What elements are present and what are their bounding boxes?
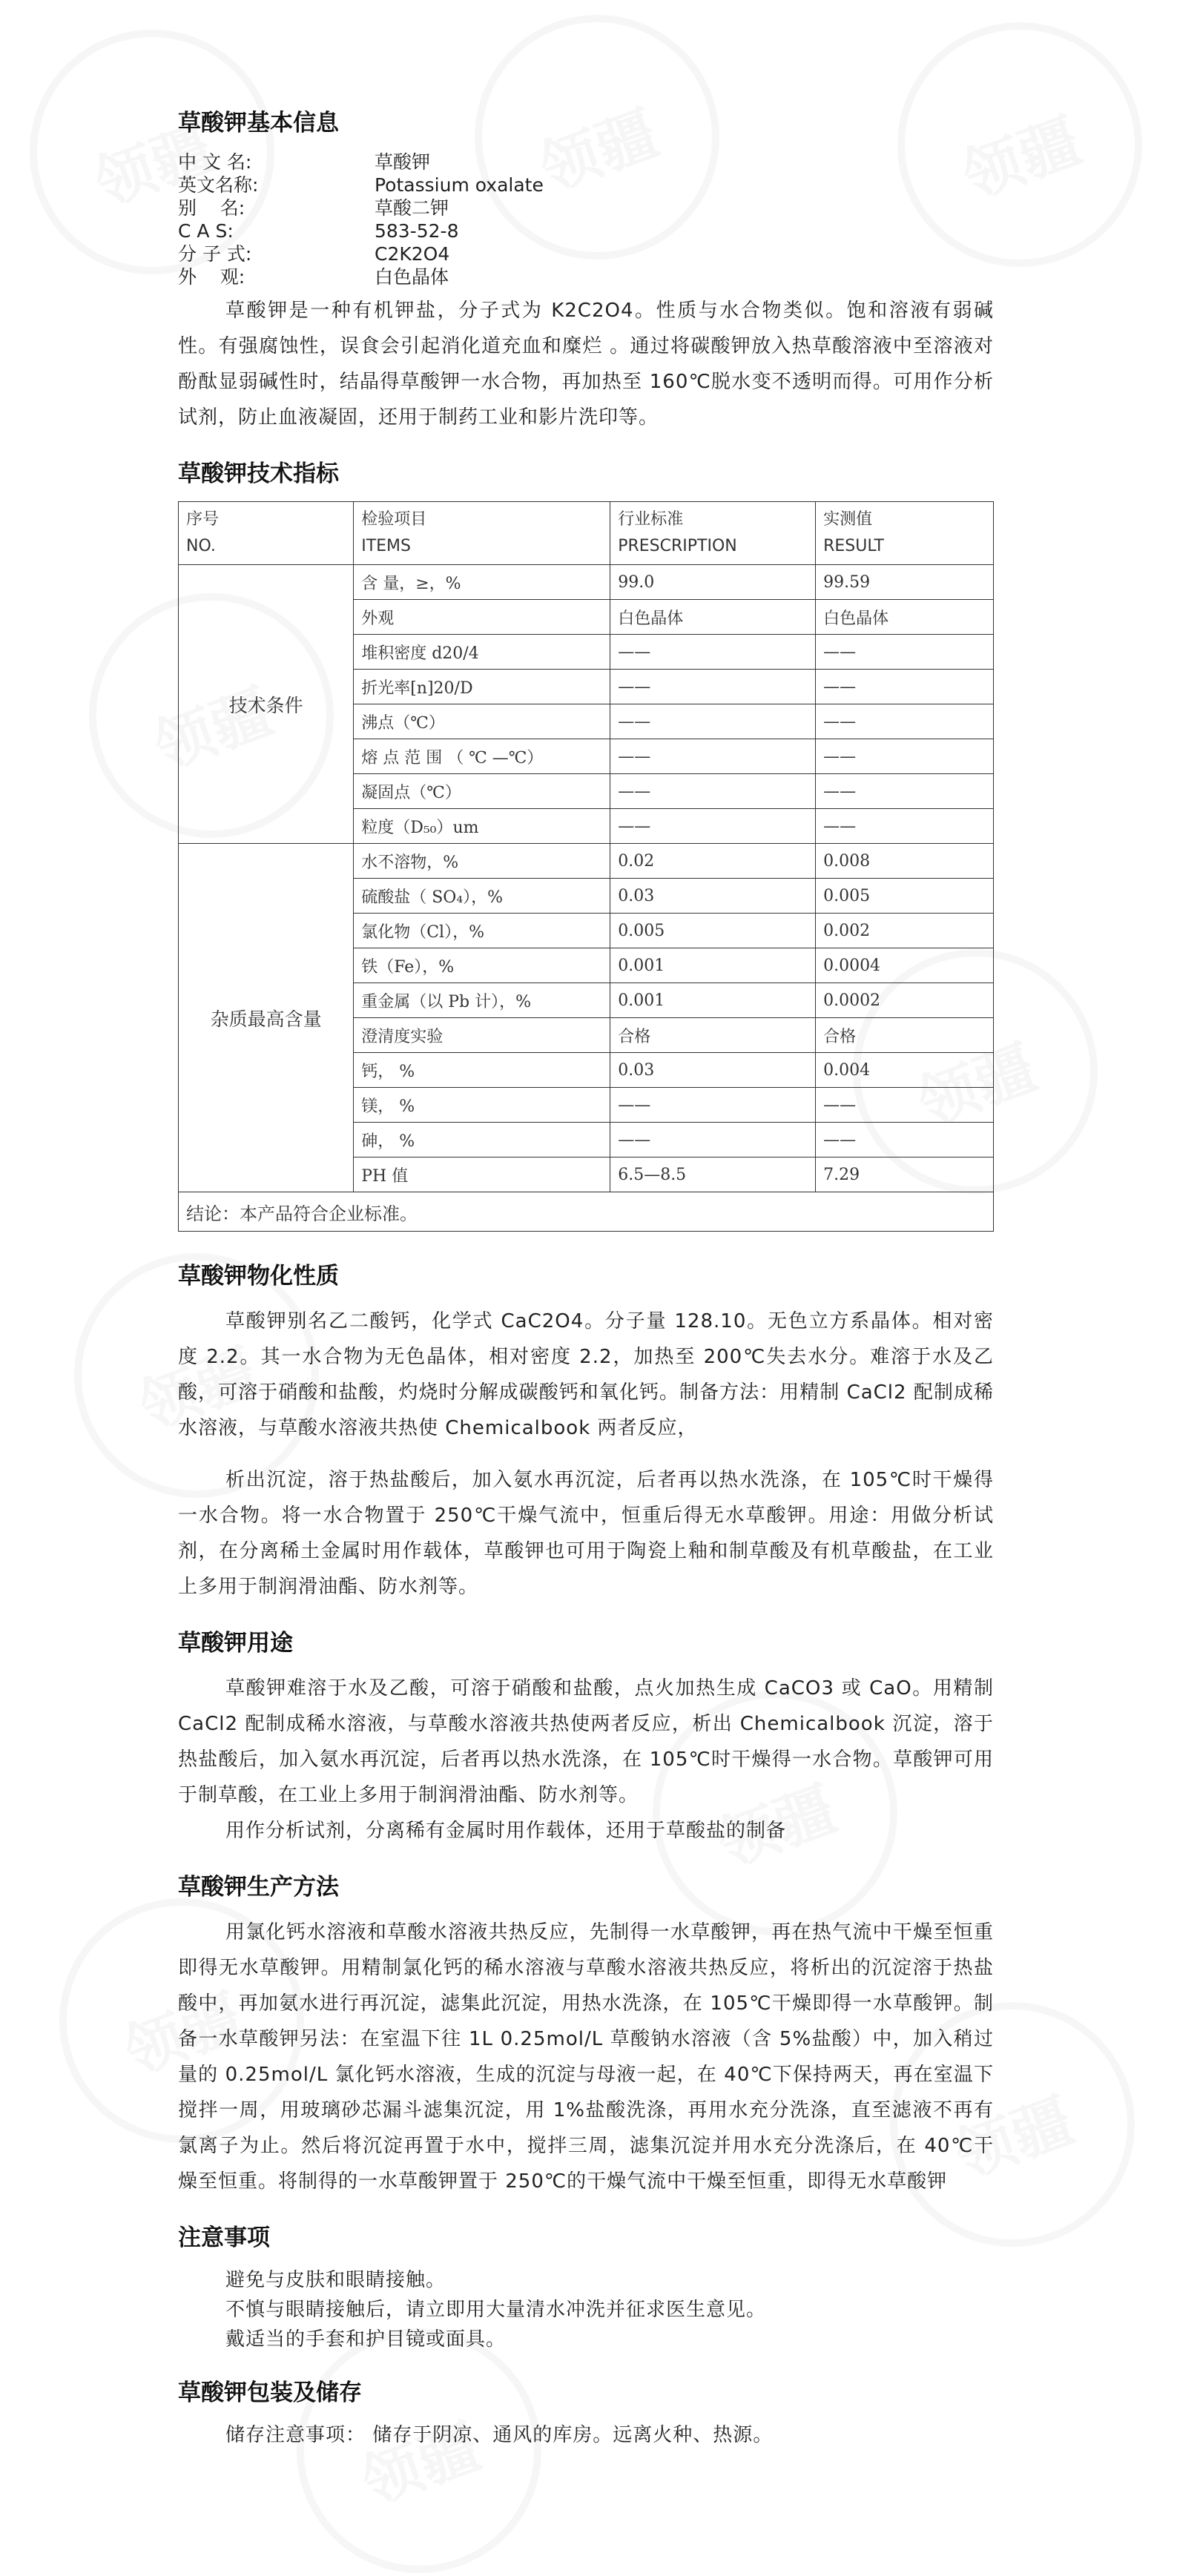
- spec-result: ——: [816, 774, 994, 809]
- spec-item: 熔 点 范 围 （ ℃ —℃）: [354, 739, 610, 774]
- header-result-en: RESULT: [823, 537, 884, 555]
- spec-result: 白色晶体: [816, 600, 994, 635]
- spec-prescription: 合格: [610, 1018, 816, 1053]
- spec-item: 折光率[n]20/D: [354, 670, 610, 704]
- basic-info-list: [178, 151, 994, 288]
- basic-info-key: 分 子 式:: [178, 243, 252, 265]
- header-items-cn: 检验项目: [361, 510, 427, 529]
- spec-item: 堆积密度 d20/4: [354, 635, 610, 670]
- basic-info-value: 白色晶体: [375, 266, 449, 288]
- spec-item: 重金属（以 Pb 计），%: [354, 983, 610, 1018]
- basic-info-key: 英文名称:: [178, 174, 259, 196]
- spec-prescription: 0.005: [610, 914, 816, 948]
- spec-result: 0.0004: [816, 948, 994, 983]
- spec-heading: 草酸钾技术指标: [178, 460, 339, 487]
- spec-table-footer: [179, 1192, 994, 1232]
- spec-result: 99.59: [816, 565, 994, 600]
- group-impurities: [179, 844, 994, 1192]
- spec-result: ——: [816, 1123, 994, 1157]
- spec-prescription: 白色晶体: [610, 600, 816, 635]
- spec-prescription: ——: [610, 704, 816, 739]
- uses-paragraph: 用作分析试剂，分离稀有金属时用作载体，还用于草酸盐的制备: [225, 1820, 787, 1842]
- basic-info-row: [178, 196, 994, 219]
- uses-heading: 草酸钾用途: [178, 1630, 293, 1657]
- spec-table: [178, 501, 994, 1232]
- spec-prescription: ——: [610, 1088, 816, 1123]
- header-no-en: NO.: [186, 537, 216, 555]
- basic-info-key: 外 观:: [178, 266, 245, 288]
- spec-item: 外观: [354, 600, 610, 635]
- header-items-en: ITEMS: [361, 537, 411, 555]
- basic-info-heading: 草酸钾基本信息: [178, 110, 339, 136]
- spec-item: 铁（Fe），%: [354, 948, 610, 983]
- spec-item: 镁， %: [354, 1088, 610, 1123]
- group-technical: [179, 565, 994, 844]
- basic-info-row: [178, 151, 994, 174]
- header-items: [354, 502, 610, 565]
- header-no-cn: 序号: [186, 510, 220, 529]
- spec-prescription: 0.03: [610, 1053, 816, 1088]
- spec-prescription: ——: [610, 774, 816, 809]
- basic-info-description: 草酸钾是一种有机钾盐，分子式为 K2C2O4。性质与水合物类似。饱和溶液有弱碱性。有强腐蚀性，误食会引起消化道充血和糜烂 。通过将碳酸钾放入热草酸溶液中至溶液对酚酞显弱碱性时，结晶得草酸钾一水合物，再加热至 160℃脱水变不透明而得。可用作分析试剂，防止血液凝固，还用于制药工业和影片洗印等。: [178, 300, 994, 429]
- note-item: 不慎与眼睛接触后，请立即用大量清水冲洗并征求医生意见。: [225, 2299, 767, 2321]
- spec-result: ——: [816, 1088, 994, 1123]
- spec-item: 粒度（D₅₀）um: [354, 809, 610, 844]
- spec-item: 氯化物（Cl），%: [354, 914, 610, 948]
- spec-prescription: 0.03: [610, 879, 816, 914]
- storage-heading: 草酸钾包装及储存: [178, 2380, 362, 2406]
- spec-row: [179, 565, 994, 600]
- document-body: [178, 104, 994, 2450]
- spec-prescription: ——: [610, 670, 816, 704]
- spec-prescription: ——: [610, 739, 816, 774]
- spec-result: 7.29: [816, 1157, 994, 1192]
- spec-prescription: 99.0: [610, 565, 816, 600]
- header-presc-cn: 行业标准: [618, 510, 684, 529]
- spec-item: 水不溶物，%: [354, 844, 610, 879]
- spec-result: 0.0002: [816, 983, 994, 1018]
- spec-result: 0.004: [816, 1053, 994, 1088]
- spec-prescription: ——: [610, 1123, 816, 1157]
- storage-item: 储存注意事项： 储存于阴凉、通风的库房。远离火种、热源。: [225, 2424, 774, 2446]
- production-heading: 草酸钾生产方法: [178, 1874, 339, 1900]
- spec-item: 澄清度实验: [354, 1018, 610, 1053]
- basic-info-value: Potassium oxalate: [375, 174, 544, 196]
- spec-table-header: [179, 502, 994, 565]
- spec-result: ——: [816, 670, 994, 704]
- spec-item: 硫酸盐（ SO₄），%: [354, 879, 610, 914]
- spec-item: 钙， %: [354, 1053, 610, 1088]
- spec-result: 0.002: [816, 914, 994, 948]
- basic-info-key: 别 名:: [178, 197, 245, 219]
- spec-result: 0.008: [816, 844, 994, 879]
- note-item: 避免与皮肤和眼睛接触。: [225, 2269, 446, 2291]
- spec-prescription: 0.001: [610, 948, 816, 983]
- spec-result: ——: [816, 809, 994, 844]
- header-result: [816, 502, 994, 565]
- spec-prescription: 0.02: [610, 844, 816, 879]
- spec-item: 凝固点（℃）: [354, 774, 610, 809]
- basic-info-value: 草酸二钾: [375, 197, 449, 219]
- spec-result: ——: [816, 704, 994, 739]
- basic-info-key: 中 文 名:: [178, 151, 252, 173]
- properties-paragraph: 析出沉淀，溶于热盐酸后，加入氨水再沉淀，后者再以热水洗涤，在 105℃时干燥得一水合物。将一水合物置于 250℃干燥气流中，恒重后得无水草酸钾。用途：用做分析试剂，在分离稀土金属时用作载体，草酸钾也可用于陶瓷上釉和制草酸及有机草酸盐，在工业上多用于制润滑油酯、防水剂等。: [178, 1469, 994, 1598]
- spec-prescription: ——: [610, 809, 816, 844]
- spec-item: 含 量，≥，%: [354, 565, 610, 600]
- uses-paragraph: 草酸钾难溶于水及乙酸，可溶于硝酸和盐酸，点火加热生成 CaCO3 或 CaO。用精制 CaCl2 配制成稀水溶液，与草酸水溶液共热使两者反应，析出 Chemicalbook 沉淀，溶于热盐酸后，加入氨水再沉淀，后者再以热水洗涤，在 105℃时干燥得一水合物。草酸钾可用于制草酸，在工业上多用于制润滑油酯、防水剂等。: [178, 1677, 994, 1806]
- spec-item: 砷， %: [354, 1123, 610, 1157]
- basic-info-value: 草酸钾: [375, 151, 431, 173]
- properties-paragraph: 草酸钾别名乙二酸钙，化学式 CaC2O4。分子量 128.10。无色立方系晶体。相对密度 2.2。其一水合物为无色晶体，相对密度 2.2，加热至 200℃失去水分。难溶于水及乙酸，可溶于硝酸和盐酸，灼烧时分解成碳酸钙和氧化钙。制备方法：用精制 CaCl2 配制成稀水溶液，与草酸水溶液共热使 Chemicalbook 两者反应，: [178, 1310, 994, 1439]
- group-label: 技术条件: [179, 565, 354, 844]
- production-paragraph: 用氯化钙水溶液和草酸水溶液共热反应，先制得一水草酸钾，再在热气流中干燥至恒重即得无水草酸钾。用精制氯化钙的稀水溶液与草酸水溶液共热反应，将析出的沉淀溶于热盐酸中，再加氨水进行再沉淀，滤集此沉淀，用热水洗涤，在 105℃干燥即得一水草酸钾。制备一水草酸钾另法：在室温下往 1L 0.25mol/L 草酸钠水溶液（含 5%盐酸）中，加入稍过量的 0.25mol/L 氯化钙水溶液，生成的沉淀与母液一起，在 40℃下保持两天，再在室温下搅拌一周，用玻璃砂芯漏斗滤集沉淀，用 1%盐酸洗涤，再用水充分洗涤，直至滤液不再有氯离子为止。然后将沉淀再置于水中，搅拌三周，滤集沉淀并用水充分洗涤后，在 40℃干燥至恒重。将制得的一水草酸钾置于 250℃的干燥气流中干燥至恒重，即得无水草酸钾: [178, 1921, 994, 2193]
- basic-info-row: [178, 265, 994, 288]
- basic-info-row: [178, 242, 994, 265]
- basic-info-value: 583-52-8: [375, 220, 459, 242]
- header-prescription: [610, 502, 816, 565]
- spec-result: 0.005: [816, 879, 994, 914]
- spec-prescription: 6.5—8.5: [610, 1157, 816, 1192]
- spec-result: 合格: [816, 1018, 994, 1053]
- properties-heading: 草酸钾物化性质: [178, 1263, 339, 1289]
- basic-info-row: [178, 174, 994, 196]
- spec-item: 沸点（℃）: [354, 704, 610, 739]
- header-result-cn: 实测值: [823, 510, 873, 529]
- group-label: 杂质最高含量: [179, 844, 354, 1192]
- spec-prescription: 0.001: [610, 983, 816, 1018]
- conclusion-text: 结论：本产品符合企业标准。: [179, 1192, 994, 1232]
- note-item: 戴适当的手套和护目镜或面具。: [225, 2328, 507, 2351]
- spec-row: [179, 844, 994, 879]
- spec-item: PH 值: [354, 1157, 610, 1192]
- spec-result: ——: [816, 739, 994, 774]
- header-no: [179, 502, 354, 565]
- notes-heading: 注意事项: [178, 2225, 270, 2251]
- spec-prescription: ——: [610, 635, 816, 670]
- spec-result: ——: [816, 635, 994, 670]
- header-presc-en: PRESCRIPTION: [618, 537, 737, 555]
- basic-info-row: [178, 219, 994, 242]
- basic-info-key: C A S:: [178, 220, 234, 242]
- basic-info-value: C2K2O4: [375, 243, 450, 265]
